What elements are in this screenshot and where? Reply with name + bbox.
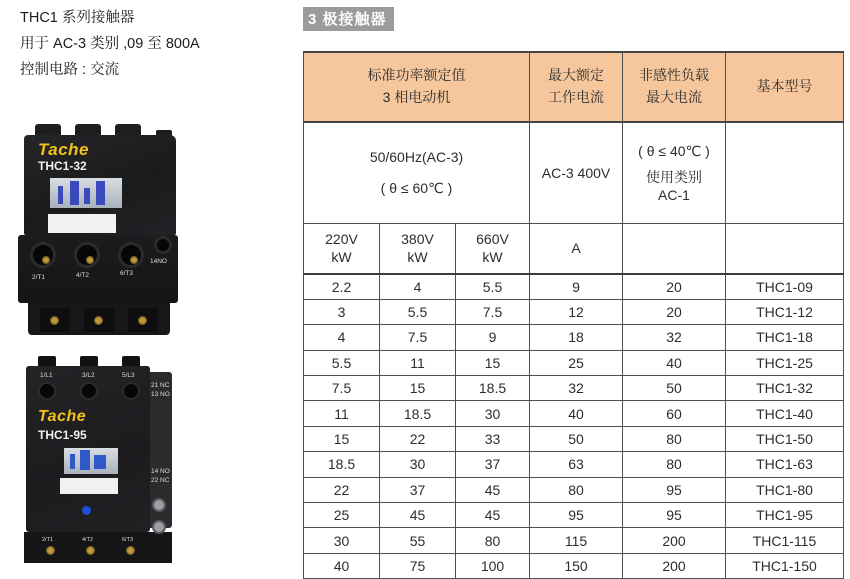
contact-window	[64, 448, 118, 474]
model-label: THC1-32	[38, 159, 87, 173]
terminal-label: 6/T3	[120, 270, 134, 277]
line-terminal-label: 3/L2	[82, 372, 95, 379]
terminal-screw	[42, 256, 50, 264]
intro-usage-line: 用于 AC-3 类别 ,09 至 800A	[20, 36, 200, 52]
aux-contact-label: 14 NO	[151, 468, 170, 475]
terminal-label: 6/T3	[122, 537, 134, 543]
table-cell: 150	[530, 553, 623, 578]
table-cell: 45	[456, 503, 530, 528]
table-cell: 80	[623, 426, 726, 451]
header-maxcur-line1: 最大额定	[548, 67, 604, 84]
header-row-main	[304, 52, 844, 122]
line-terminal-label: 5/L3	[122, 372, 135, 379]
terminal-hole	[118, 242, 144, 268]
cond-duty-cell: AC-3 400V	[530, 122, 623, 223]
table-cell: 18.5	[456, 376, 530, 401]
table-cell: 25	[304, 503, 380, 528]
table-cell: THC1-09	[726, 274, 844, 299]
table-cell: THC1-63	[726, 452, 844, 477]
header-max-operating-current	[530, 52, 623, 122]
table-cell: 32	[530, 376, 623, 401]
table-cell: 11	[304, 401, 380, 426]
table-cell: 5.5	[304, 350, 380, 375]
table-cell: 33	[456, 426, 530, 451]
terminal-screw	[46, 546, 55, 555]
table-row	[304, 503, 844, 528]
cond-freq-line2: ( θ ≤ 60℃ )	[380, 179, 453, 196]
table-cell: 7.5	[456, 299, 530, 324]
table-cell: 15	[304, 426, 380, 451]
table-cell: 200	[623, 528, 726, 553]
unit-empty-cell	[623, 223, 726, 274]
table-cell: 3	[304, 299, 380, 324]
terminal-label: 2/T1	[42, 537, 54, 543]
table-cell: 100	[456, 553, 530, 578]
terminal-hole	[122, 382, 140, 400]
table-cell: 37	[380, 477, 456, 502]
table-cell: 80	[623, 452, 726, 477]
table-cell: 7.5	[304, 376, 380, 401]
brand-logo: Tache	[38, 408, 87, 425]
contact-window	[50, 178, 122, 208]
header-maxcur-line2: 工作电流	[548, 89, 604, 105]
unit-kw: kW	[331, 249, 352, 266]
table-cell: 5.5	[456, 274, 530, 299]
window-bar	[84, 188, 90, 204]
table-cell: 40	[304, 553, 380, 578]
table-cell: THC1-50	[726, 426, 844, 451]
table-cell: 80	[456, 528, 530, 553]
terminal-label: 4/T2	[76, 272, 90, 279]
table-cell: 11	[380, 350, 456, 375]
table-cell: 9	[530, 274, 623, 299]
table-cell: 95	[623, 477, 726, 502]
terminal-hole	[80, 382, 98, 400]
table-cell: THC1-40	[726, 401, 844, 426]
table-cell: 30	[304, 528, 380, 553]
window-bar	[70, 181, 79, 205]
table-cell: 32	[623, 325, 726, 350]
header-power-line2: 3 相电动机	[382, 89, 451, 105]
table-row	[304, 553, 844, 578]
table-cell: 45	[456, 477, 530, 502]
window-bar	[80, 450, 90, 470]
table-cell: 18	[530, 325, 623, 350]
table-cell: 22	[304, 477, 380, 502]
label-slot	[48, 214, 116, 233]
table-cell: 63	[530, 452, 623, 477]
unit-220v: 220V	[325, 231, 358, 248]
table-cell: 15	[456, 350, 530, 375]
table-cell: 50	[623, 376, 726, 401]
table-cell: 95	[623, 503, 726, 528]
intro-series-title: THC1 系列接触器	[20, 10, 135, 26]
aux-contact-label: 22 NC	[151, 477, 170, 484]
product-intro	[20, 5, 200, 83]
section-title-badge: 3 极接触器	[303, 7, 394, 31]
terminal-hole	[38, 382, 56, 400]
unit-amp-cell: A	[530, 223, 623, 274]
unit-380v-cell	[380, 223, 456, 274]
table-cell: 115	[530, 528, 623, 553]
table-cell: 95	[530, 503, 623, 528]
terminal-label: 4/T2	[82, 537, 94, 543]
table-cell: 80	[530, 477, 623, 502]
header-row-conditions	[304, 122, 844, 223]
table-row	[304, 452, 844, 477]
header-basic-model: 基本型号	[726, 52, 844, 122]
window-bar	[96, 181, 105, 205]
table-cell: 22	[380, 426, 456, 451]
unit-380v: 380V	[401, 231, 434, 248]
table-cell: 9	[456, 325, 530, 350]
table-cell: 40	[623, 350, 726, 375]
cond-category-cell	[623, 122, 726, 223]
cond-cat-line1: ( θ ≤ 40℃ )	[638, 142, 710, 159]
terminal-screw	[130, 256, 138, 264]
table-cell: THC1-80	[726, 477, 844, 502]
table-cell: 20	[623, 274, 726, 299]
table-row	[304, 299, 844, 324]
unit-220v-cell	[304, 223, 380, 274]
terminal-screw	[86, 256, 94, 264]
spec-table	[303, 51, 844, 579]
table-cell: 30	[380, 452, 456, 477]
table-cell: 30	[456, 401, 530, 426]
table-cell: 7.5	[380, 325, 456, 350]
table-cell: THC1-95	[726, 503, 844, 528]
product-photo-thc1-32	[18, 122, 180, 340]
table-cell: 15	[380, 376, 456, 401]
table-cell: 5.5	[380, 299, 456, 324]
terminal-screw	[138, 316, 147, 325]
terminal-screw	[50, 316, 59, 325]
header-row-units	[304, 223, 844, 274]
table-cell: 18.5	[304, 452, 380, 477]
table-row	[304, 350, 844, 375]
table-row	[304, 376, 844, 401]
cond-frequency-cell	[304, 122, 530, 223]
label-slot	[60, 478, 118, 494]
brand-logo: Tache	[38, 140, 90, 159]
side-screw	[152, 520, 166, 534]
table-cell: THC1-115	[726, 528, 844, 553]
intro-control-line: 控制电路 : 交流	[20, 62, 120, 78]
table-cell: 18.5	[380, 401, 456, 426]
table-row	[304, 274, 844, 299]
header-power-line1: 标准功率额定值	[367, 67, 466, 84]
table-cell: THC1-25	[726, 350, 844, 375]
header-noninductive-load	[623, 52, 726, 122]
table-cell: 4	[380, 274, 456, 299]
window-bar	[70, 454, 75, 469]
table-row	[304, 528, 844, 553]
table-cell: THC1-32	[726, 376, 844, 401]
side-screw	[152, 498, 166, 512]
table-cell: 200	[623, 553, 726, 578]
aux-contact-label: 13 NO	[151, 391, 170, 398]
table-row	[304, 325, 844, 350]
table-cell: 75	[380, 553, 456, 578]
table-cell: 37	[456, 452, 530, 477]
table-cell: 40	[530, 401, 623, 426]
table-cell: 4	[304, 325, 380, 350]
model-label: THC1-95	[38, 428, 87, 442]
cond-freq-line1: 50/60Hz(AC-3)	[369, 148, 464, 165]
table-cell: 55	[380, 528, 456, 553]
terminal-screw	[94, 316, 103, 325]
table-cell: THC1-18	[726, 325, 844, 350]
table-cell: 60	[623, 401, 726, 426]
table-cell: THC1-12	[726, 299, 844, 324]
terminal-screw	[126, 546, 135, 555]
table-cell: THC1-150	[726, 553, 844, 578]
header-power-rating	[304, 52, 530, 122]
table-row	[304, 426, 844, 451]
spec-table-body	[304, 274, 844, 579]
table-cell: 2.2	[304, 274, 380, 299]
unit-kw: kW	[407, 249, 428, 266]
table-cell: 45	[380, 503, 456, 528]
terminal-hole	[30, 242, 56, 268]
header-ni-line1: 非感性负载	[639, 67, 709, 84]
window-bar	[58, 186, 63, 204]
table-cell: 50	[530, 426, 623, 451]
cond-cat-line2: 使用类别	[646, 168, 702, 185]
indicator-dot	[82, 506, 91, 515]
unit-empty-cell	[726, 223, 844, 274]
terminal-screw	[86, 546, 95, 555]
table-cell: 12	[530, 299, 623, 324]
header-ni-line2: 最大电流	[646, 89, 702, 105]
aux-terminal-hole	[154, 236, 172, 254]
unit-660v: 660V	[476, 231, 509, 248]
terminal-hole	[74, 242, 100, 268]
table-row	[304, 477, 844, 502]
unit-kw: kW	[482, 249, 503, 266]
window-bar	[94, 455, 106, 469]
terminal-label: 2/T1	[32, 274, 46, 281]
cond-empty-cell	[726, 122, 844, 223]
aux-contact-label: 21 NC	[151, 382, 170, 389]
product-photo-thc1-95	[24, 356, 172, 563]
line-terminal-label: 1/L1	[40, 372, 53, 379]
aux-terminal-label: 14NO	[150, 258, 167, 265]
cond-cat-line3: AC-1	[658, 186, 690, 203]
table-cell: 25	[530, 350, 623, 375]
table-cell: 20	[623, 299, 726, 324]
table-row	[304, 401, 844, 426]
unit-660v-cell	[456, 223, 530, 274]
